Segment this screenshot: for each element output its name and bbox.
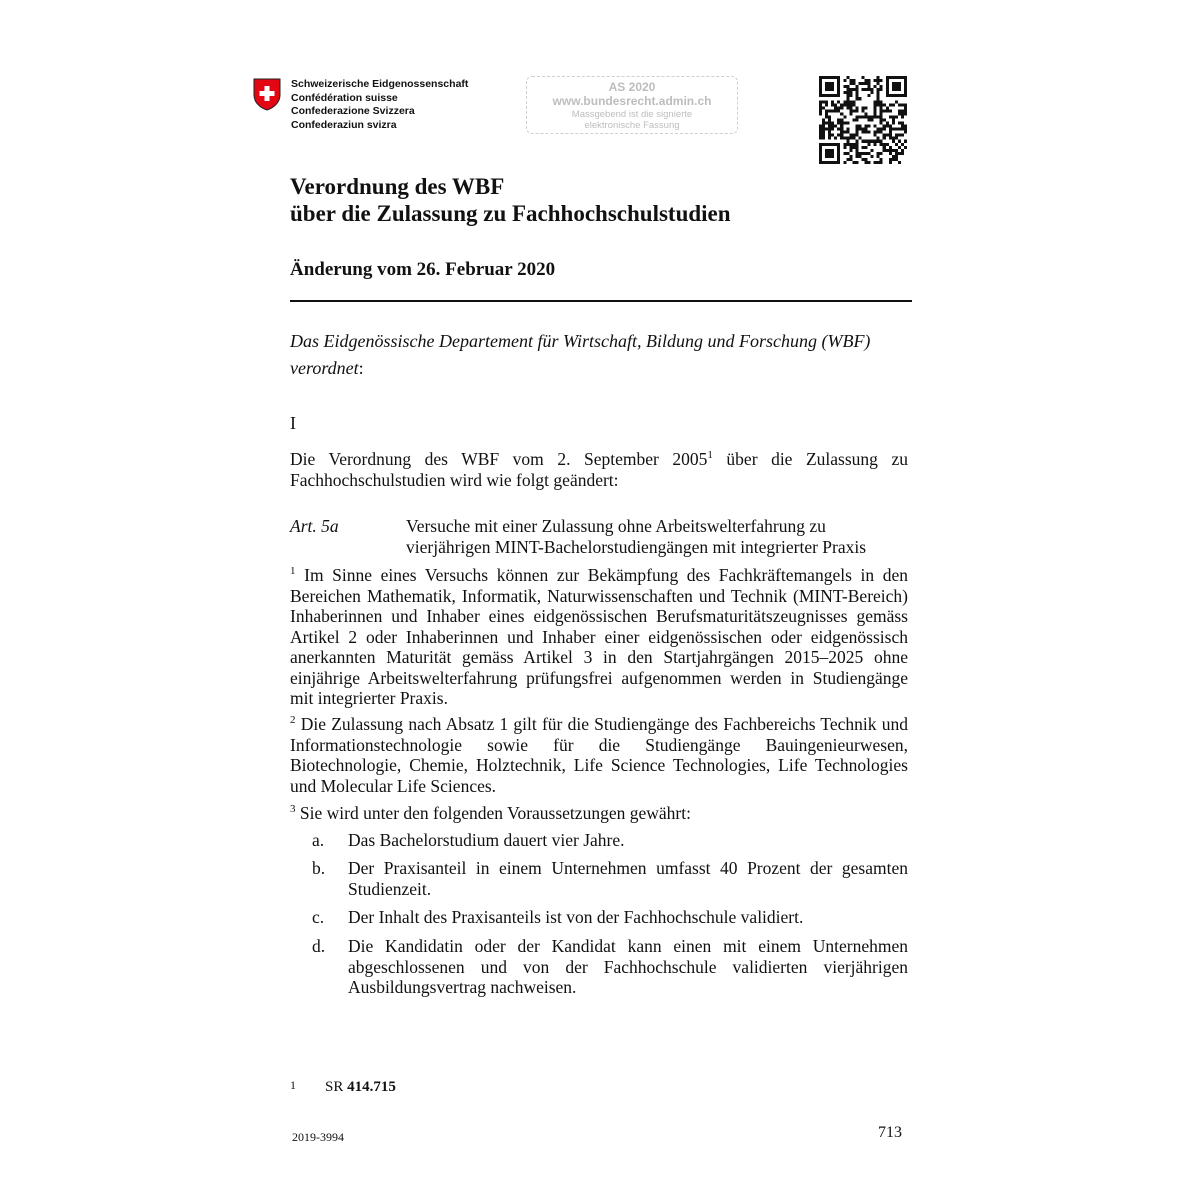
paragraph-text: Sie wird unter den folgenden Voraussetzungen gewährt:: [295, 803, 691, 823]
paragraph-2: [290, 714, 908, 796]
brand-line-it: Confederazione Svizzera: [291, 105, 415, 117]
list-letter: c.: [312, 907, 325, 927]
intro-text-before: Die Verordnung des WBF vom 2. September 2005: [290, 449, 708, 469]
amendment-date: Änderung vom 26. Februar 2020: [290, 259, 556, 280]
qr-code-icon: [819, 76, 907, 164]
paragraph-number: 2: [290, 714, 296, 727]
article-label: Art. 5a: [290, 516, 339, 536]
list-letter: b.: [312, 858, 326, 878]
paragraph-number: 3: [290, 803, 296, 816]
document-id: 2019-3994: [292, 1130, 344, 1144]
title-line-1: Verordnung des WBF: [290, 174, 505, 199]
preamble-text: Das Eidgenössische Departement für Wirtschaft, Bildung und Forschung (WBF) verordnet: [290, 331, 871, 378]
brand-line-rm: Confederaziun svizra: [291, 118, 397, 131]
paragraph-3: [290, 803, 908, 824]
list-letter: a.: [312, 830, 325, 850]
swiss-coat-of-arms-icon: [253, 78, 281, 111]
footnote-sr-number[interactable]: 414.715: [347, 1079, 396, 1095]
footnote-prefix: SR: [325, 1079, 348, 1095]
stamp-note-2: elektronische Fassung: [584, 120, 680, 131]
preamble: [290, 328, 910, 382]
page-title: [290, 173, 731, 227]
list-text: Der Inhalt des Praxisanteils ist von der Fachhochschule validiert.: [348, 907, 804, 927]
paragraph-number: 1: [290, 565, 296, 578]
official-stamp: [526, 76, 738, 134]
federal-brand: [253, 78, 468, 132]
article-title: Versuche mit einer Zulassung ohne Arbeitswelterfahrung zu vierjährigen MINT-Bachelorstudiengängen mit integrierter Praxis: [406, 516, 867, 557]
list-text: Das Bachelorstudium dauert vier Jahre.: [348, 830, 625, 850]
list-text: Die Kandidatin oder der Kandidat kann einen mit einem Unternehmen abgeschlossenen und von der Fachhochschule validierten vierjährigen Ausbildungsvertrag nachweisen.: [348, 936, 908, 997]
brand-line-fr: Confédération suisse: [291, 91, 398, 104]
paragraph-text: Im Sinne eines Versuchs können zur Bekämpfung des Fachkräftemangels in den Bereichen Mathematik, Informatik, Naturwissenschaften und Technik (MINT-Bereich) Inhaberinnen und Inhaber eines eidgenössischen Berufsmaturitätszeugnisses gemäss Artikel 2 oder Inhaberinnen und Inhaber einer eidgenössischen oder eidgenössisch anerkannten Maturität gemäss Artikel 3 in den Startjahrgängen 2015–2025 ohne einjährige Arbeitswelterfahrung prüfungsfrei aufgenommen werden in Studiengänge mit integrierter Praxis.: [290, 565, 908, 708]
federal-brand-text: [291, 78, 468, 132]
list-letter: d.: [312, 936, 326, 956]
paragraph-text: Die Zulassung nach Absatz 1 gilt für die Studiengänge des Fachbereichs Technik und Informationstechnologie sowie für die Studiengänge Bauingenieurwesen, Biotechnologie, Chemie, Holztechnik, Life Science Technologies, Life Technologies und Molecular Life Sciences.: [290, 714, 908, 796]
stamp-note-1: Massgebend ist die signierte: [571, 109, 693, 120]
intro-paragraph: [290, 449, 908, 490]
footnote-text: [325, 1078, 396, 1096]
section-number: I: [290, 413, 296, 433]
paragraph-1: [290, 565, 908, 709]
preamble-colon: :: [358, 358, 364, 378]
intro-text-after: über die Zulassung zu Fachhochschulstudien wird wie folgt geändert:: [290, 449, 908, 490]
footnote-ref[interactable]: 1: [707, 449, 713, 462]
page-number: 713: [878, 1124, 902, 1141]
list-text: Der Praxisanteil in einem Unternehmen umfasst 40 Prozent der gesamten Studienzeit.: [348, 858, 908, 899]
title-line-2: über die Zulassung zu Fachhochschulstudien: [290, 201, 731, 226]
stamp-url: www.bundesrecht.admin.ch: [552, 94, 712, 108]
footnote-number: 1: [290, 1078, 296, 1092]
brand-line-de: Schweizerische Eidgenossenschaft: [291, 78, 469, 90]
stamp-as-number: AS 2020: [608, 80, 656, 94]
divider: [290, 300, 912, 302]
